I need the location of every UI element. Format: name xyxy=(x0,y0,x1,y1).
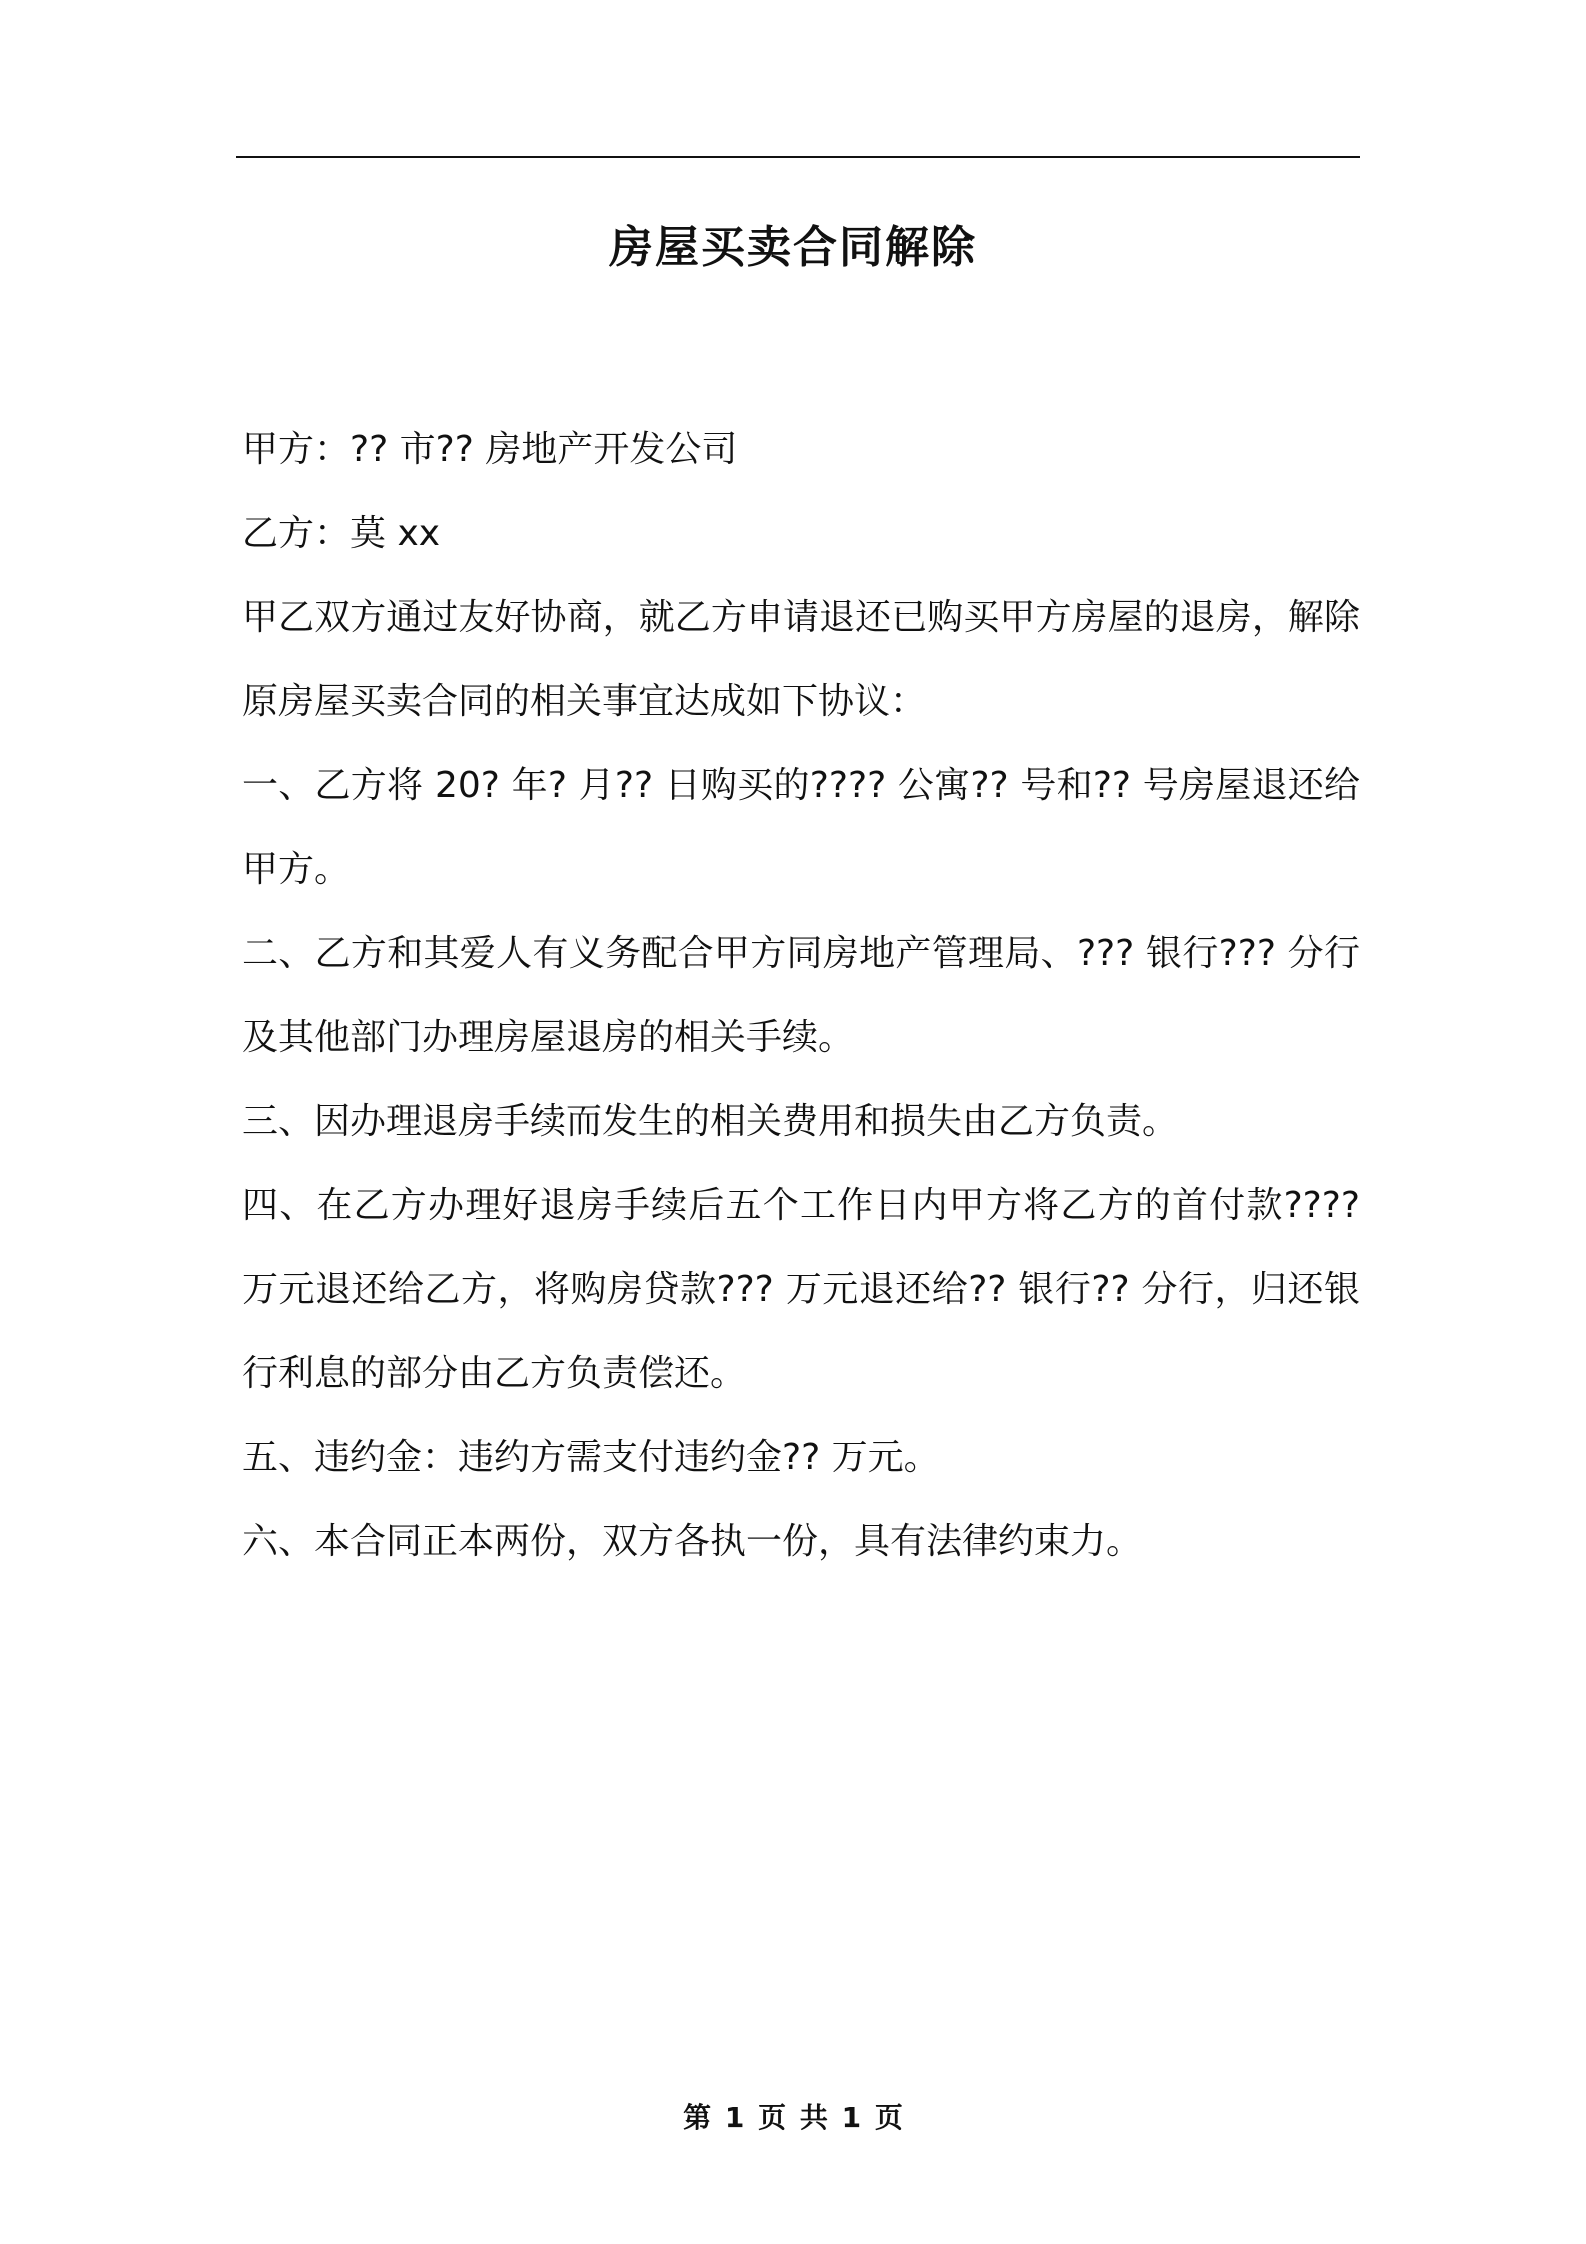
party-b-line: 乙方：莫 xx xyxy=(242,513,441,554)
clause-1: 一、乙方将 20? 年? 月?? 日购买的???? 公寓?? 号和?? 号房屋退还给甲方。 xyxy=(242,765,1360,890)
document-title: 房屋买卖合同解除 xyxy=(609,222,977,273)
clause-4: 四、在乙方办理好退房手续后五个工作日内甲方将乙方的首付款???? 万元退还给乙方，将购房贷款??? 万元退还给?? 银行?? 分行，归还银行利息的部分由乙方负责偿还。 xyxy=(242,1185,1360,1394)
header-rule xyxy=(236,156,1360,158)
document-body xyxy=(242,408,1360,1584)
page-footer xyxy=(0,2098,1586,2138)
intro-paragraph: 甲乙双方通过友好协商，就乙方申请退还已购买甲方房屋的退房，解除原房屋买卖合同的相关事宜达成如下协议： xyxy=(242,597,1360,722)
page-number-label: 第 1 页 共 1 页 xyxy=(683,2101,903,2134)
clause-6: 六、本合同正本两份，双方各执一份，具有法律约束力。 xyxy=(242,1521,1143,1562)
clause-5: 五、违约金：违约方需支付违约金?? 万元。 xyxy=(242,1437,940,1478)
clause-2: 二、乙方和其爱人有义务配合甲方同房地产管理局、??? 银行??? 分行及其他部门办理房屋退房的相关手续。 xyxy=(242,933,1360,1058)
clause-3: 三、因办理退房手续而发生的相关费用和损失由乙方负责。 xyxy=(242,1101,1179,1142)
party-a-line: 甲方：?? 市?? 房地产开发公司 xyxy=(242,429,738,470)
